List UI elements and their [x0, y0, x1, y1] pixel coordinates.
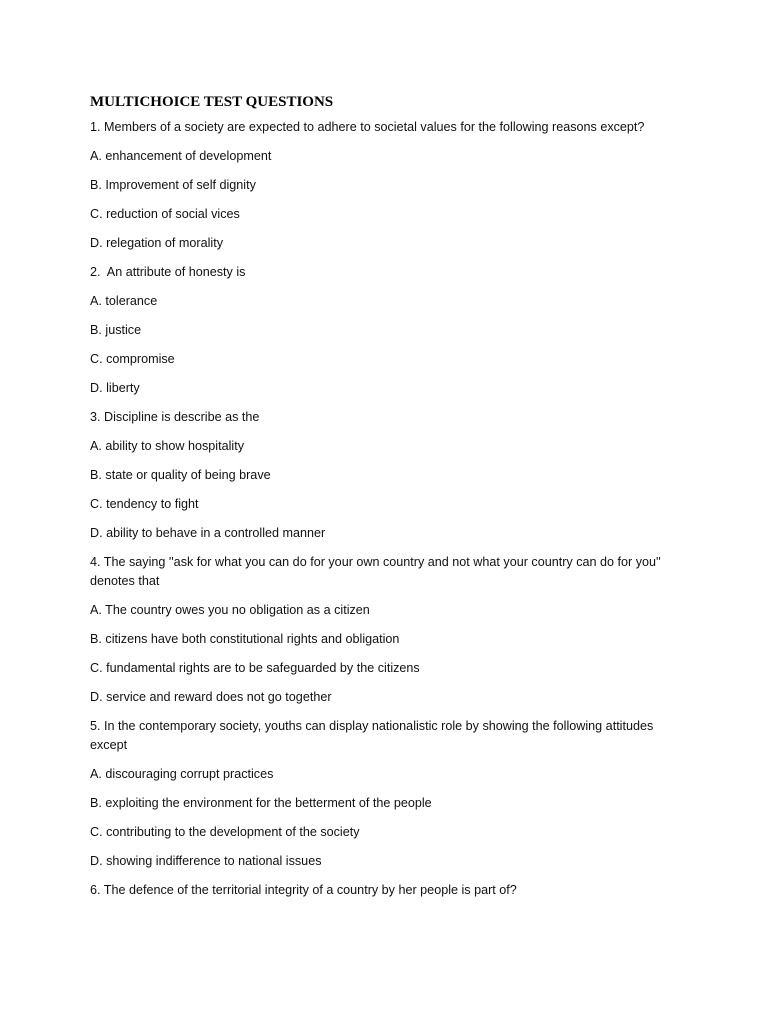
answer-option: C. tendency to fight [90, 497, 199, 511]
answer-option: D. liberty [90, 381, 140, 395]
answer-option: A. tolerance [90, 294, 158, 308]
answer-option: C. compromise [90, 352, 175, 366]
answer-option: A. discouraging corrupt practices [90, 767, 274, 781]
answer-option: A. The country owes you no obligation as a citizen [90, 603, 370, 617]
question-text: 1. Members of a society are expected to adhere to societal values for the following reasons except? [90, 120, 645, 134]
answer-option: B. Improvement of self dignity [90, 178, 256, 192]
answer-option: C. reduction of social vices [90, 207, 240, 221]
question-text: 4. The saying ''ask for what you can do for your own country and not what your country can do for you'' denotes that [90, 555, 665, 588]
answer-option: B. citizens have both constitutional rights and obligation [90, 632, 400, 646]
answer-option: B. justice [90, 323, 142, 337]
answer-option: C. contributing to the development of the society [90, 825, 360, 839]
document-title: MULTICHOICE TEST QUESTIONS [90, 94, 334, 110]
answer-option: D. relegation of morality [90, 236, 223, 250]
question-list [90, 118, 690, 900]
document-page [90, 92, 690, 910]
answer-option: D. service and reward does not go together [90, 690, 332, 704]
answer-option: D. ability to behave in a controlled manner [90, 526, 326, 540]
answer-option: A. enhancement of development [90, 149, 272, 163]
answer-option: C. fundamental rights are to be safeguarded by the citizens [90, 661, 420, 675]
question-text: 5. In the contemporary society, youths can display nationalistic role by showing the following attitudes except [90, 719, 657, 752]
question-text: 3. Discipline is describe as the [90, 410, 260, 424]
answer-option: D. showing indifference to national issues [90, 854, 322, 868]
question-text: 2. An attribute of honesty is [90, 265, 246, 279]
answer-option: B. exploiting the environment for the betterment of the people [90, 796, 432, 810]
answer-option: B. state or quality of being brave [90, 468, 271, 482]
question-text: 6. The defence of the territorial integrity of a country by her people is part of? [90, 883, 517, 897]
answer-option: A. ability to show hospitality [90, 439, 244, 453]
